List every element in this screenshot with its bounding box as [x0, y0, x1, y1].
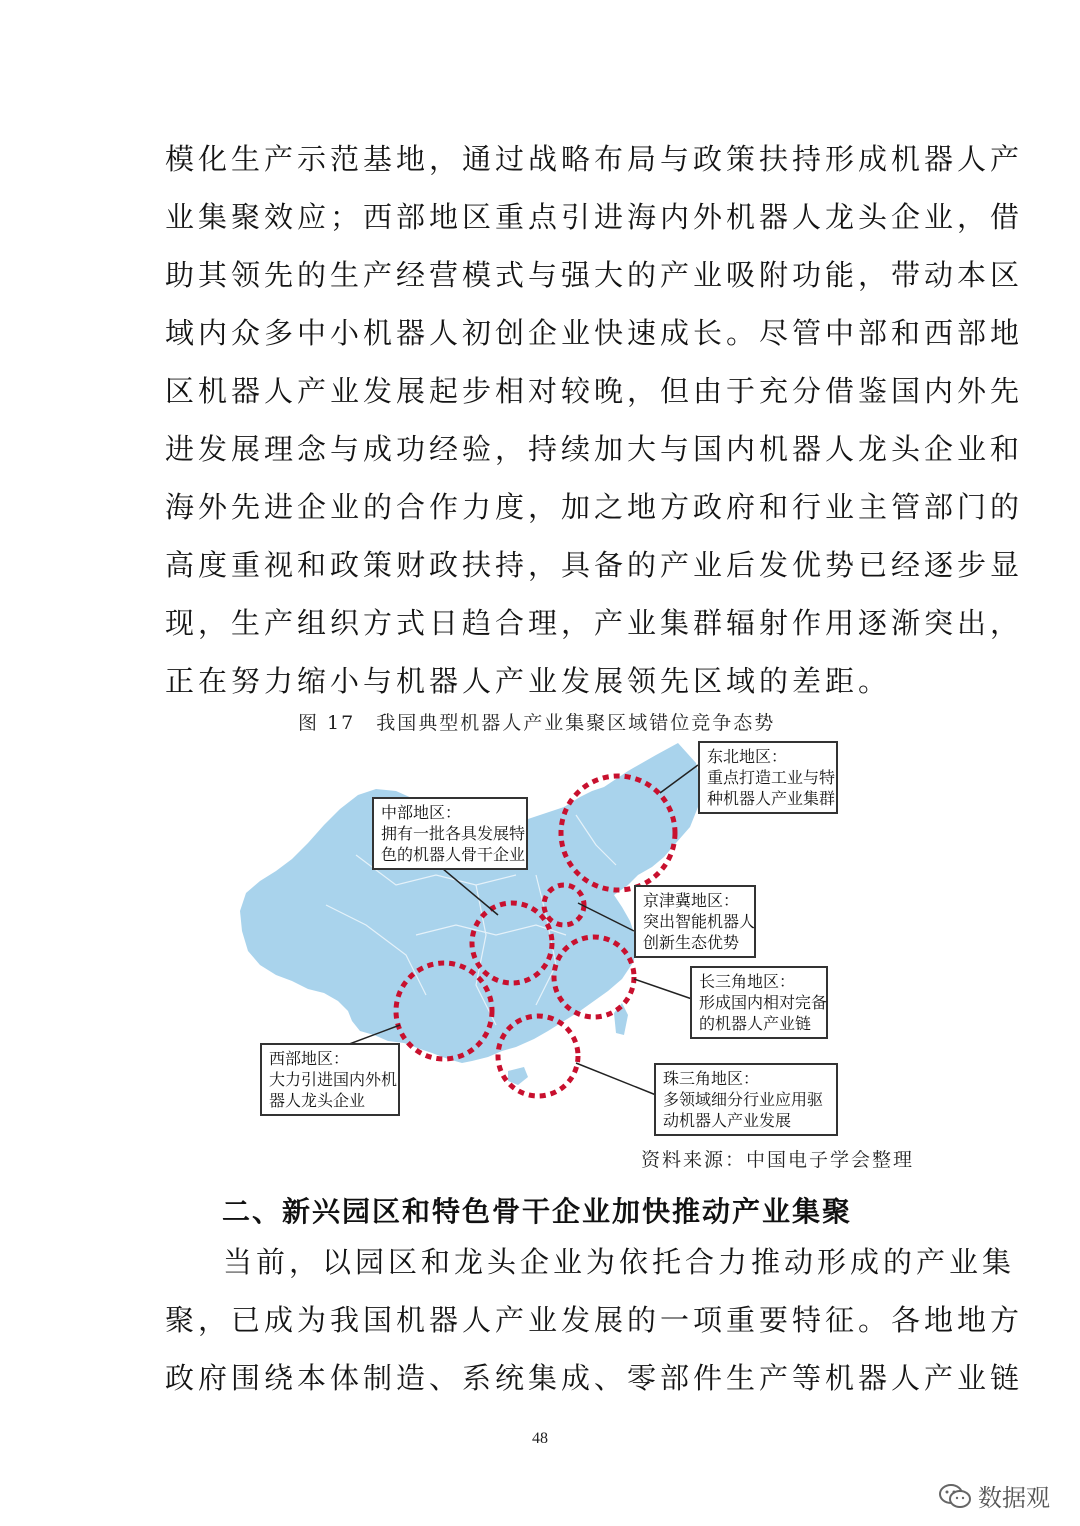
label-yangtze: 长三角地区： 形成国内相对完备 的机器人产业链: [690, 966, 828, 1039]
label-west: 西部地区： 大力引进国内外机 器人龙头企业: [260, 1043, 400, 1116]
text-line: 业集聚效应；西部地区重点引进海内外机器人龙头企业，借: [165, 200, 1024, 234]
label-northeast: 东北地区： 重点打造工业与特 种机器人产业集群: [698, 741, 838, 814]
mainland-shape: [240, 743, 702, 1063]
text-line: 模化生产示范基地，通过战略布局与政策扶持形成机器人产: [165, 142, 1024, 176]
text-line: 现，生产组织方式日趋合理，产业集群辐射作用逐渐突出，: [165, 606, 1024, 640]
text-line: 助其领先的生产经营模式与强大的产业吸附功能，带动本区: [165, 258, 1024, 292]
section-heading: 二、新兴园区和特色骨干企业加快推动产业集聚: [222, 1195, 853, 1228]
text-line: 聚，已成为我国机器人产业发展的一项重要特征。各地地方: [165, 1303, 1024, 1337]
page-number: 48: [532, 1430, 548, 1447]
figure-source: 资料来源：中国电子学会整理: [640, 1149, 914, 1171]
label-central: 中部地区： 拥有一批各具发展特 色的机器人骨干企业: [372, 797, 528, 870]
hainan-shape: [508, 1067, 528, 1085]
text-line: 区机器人产业发展起步相对较晚，但由于充分借鉴国内外先: [165, 374, 1024, 408]
watermark: [938, 1478, 1050, 1513]
text-line: 当前，以园区和龙头企业为依托合力推动形成的产业集: [223, 1245, 1016, 1279]
label-jingjinji: 京津冀地区： 突出智能机器人 创新生态优势: [634, 885, 756, 958]
text-line: 域内众多中小机器人初创企业快速成长。尽管中部和西部地: [165, 316, 1024, 350]
text-line: 政府围绕本体制造、系统集成、零部件生产等机器人产业链: [165, 1361, 1024, 1395]
text-line: 进发展理念与成功经验，持续加大与国内机器人龙头企业和: [165, 432, 1024, 466]
text-line: 正在努力缩小与机器人产业发展领先区域的差距。: [165, 664, 892, 698]
china-map-figure: [236, 735, 846, 1135]
text-line: 海外先进企业的合作力度，加之地方政府和行业主管部门的: [165, 490, 1024, 524]
figure-caption: 图 17 我国典型机器人产业集聚区域错位竞争态势: [298, 712, 776, 734]
wechat-icon: [938, 1482, 972, 1510]
text-line: 高度重视和政策财政扶持，具备的产业后发优势已经逐步显: [165, 548, 1024, 582]
label-pearl: 珠三角地区： 多领域细分行业应用驱 动机器人产业发展: [654, 1063, 838, 1136]
watermark-text: 数据观: [978, 1484, 1050, 1512]
